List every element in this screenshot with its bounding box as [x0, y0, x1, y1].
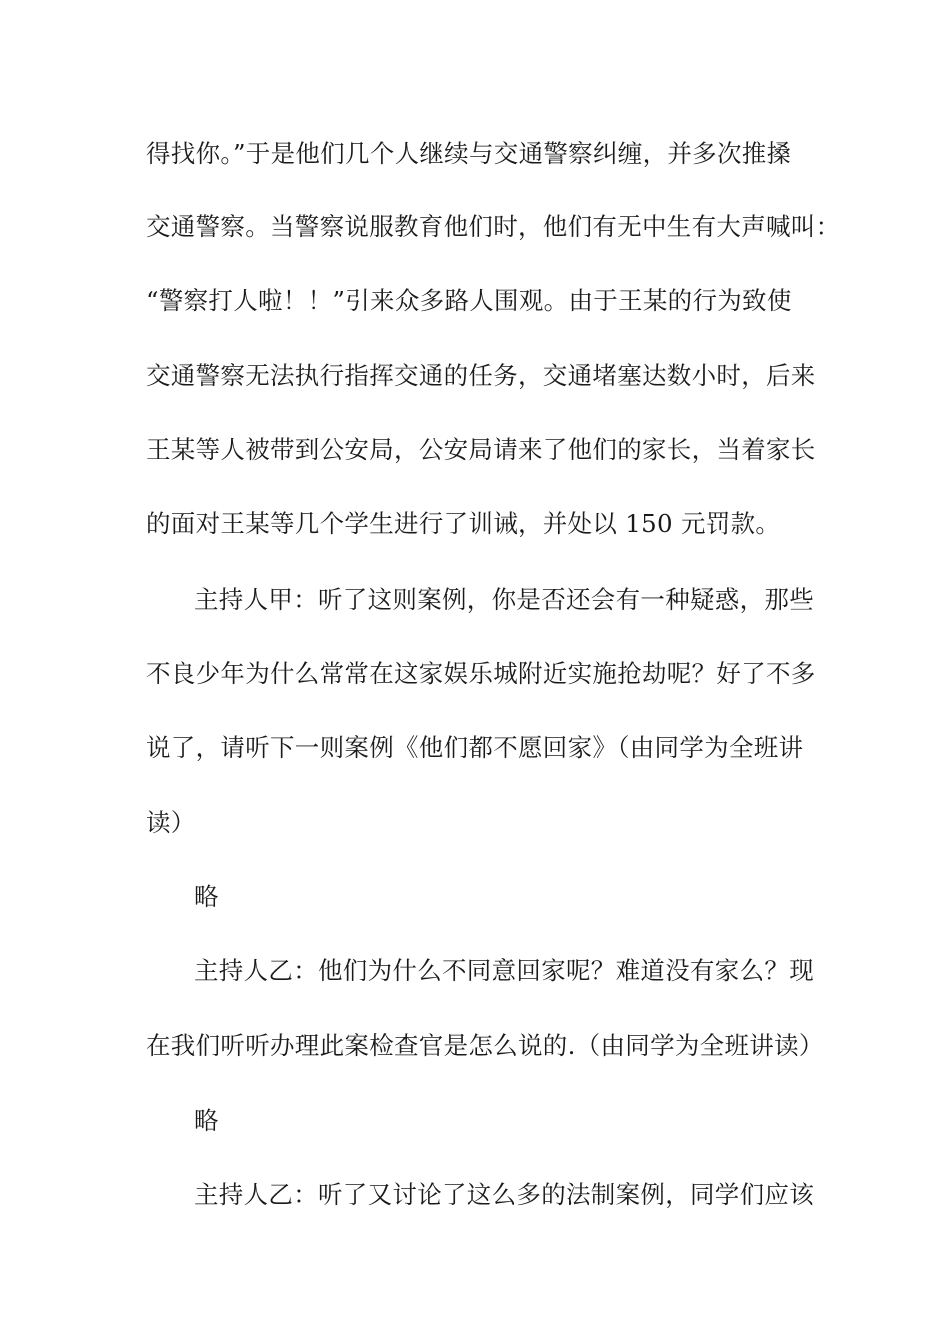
text-line: 得找你。”于是他们几个人继续与交通警察纠缠，并多次推搡 [146, 139, 792, 168]
omitted-marker: 略 [194, 1106, 219, 1135]
paragraph-first-line: 主持人甲：听了这则案例，你是否还会有一种疑惑，那些 [194, 585, 814, 614]
text-line: 说了，请听下一则案例《他们都不愿回家》（由同学为全班讲 [146, 733, 804, 762]
paragraph-first-line: 主持人乙：听了又讨论了这么多的法制案例，同学们应该 [194, 1180, 814, 1209]
text-line: 交通警察。当警察说服教育他们时，他们有无中生有大声喊叫： [146, 212, 841, 241]
text-line: 读） [146, 808, 196, 837]
text-line: 交通警察无法执行指挥交通的任务，交通堵塞达数小时，后来 [146, 361, 816, 390]
text-line: 王某等人被带到公安局，公安局请来了他们的家长，当着家长 [146, 435, 816, 464]
text-line: 在我们听听办理此案检查官是怎么说的.（由同学为全班讲读） [146, 1031, 824, 1060]
paragraph-first-line: 主持人乙：他们为什么不同意回家呢？难道没有家么？现 [194, 956, 814, 985]
omitted-marker: 略 [194, 882, 219, 911]
text-line: 不良少年为什么常常在这家娱乐城附近实施抢劫呢？好了不多 [146, 659, 816, 688]
text-line: 的面对王某等几个学生进行了训诫，并处以 150 元罚款。 [146, 509, 781, 538]
text-line: “警察打人啦！！”引来众多路人围观。由于王某的行为致使 [146, 286, 792, 315]
